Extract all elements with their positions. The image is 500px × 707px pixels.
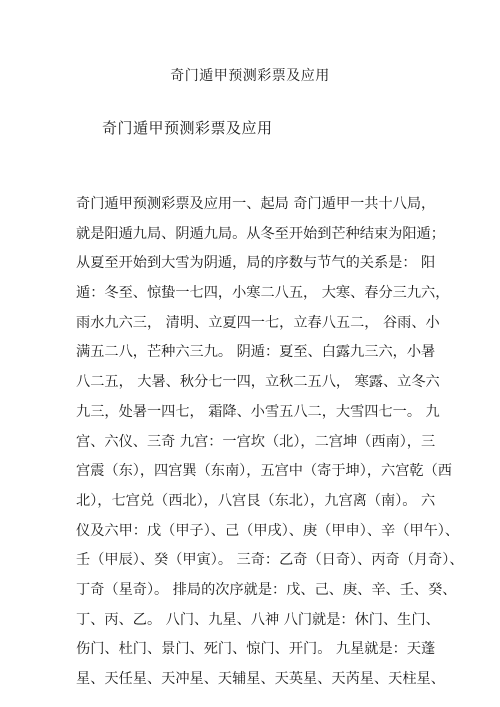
document-title: 奇门遁甲预测彩票及应用 [170, 68, 330, 84]
section-title: 奇门遁甲预测彩票及应用 [102, 119, 273, 137]
body-line: 仪及六甲：戊（甲子）、己（甲戌）、庚（甲申）、辛（甲午）、 [76, 522, 460, 539]
body-line: 星、天任星、天冲星、天辅星、天英星、天芮星、天柱星、 [76, 671, 445, 687]
body-line: 伤门、杜门、景门、死门、惊门、开门。 九星就是：天蓬 [76, 641, 436, 658]
body-line: 九三，处暑一四七， 霜降、小雪五八二，大雪四七一。 九 [76, 403, 440, 420]
body-line: 八二五， 大暑、秋分七一四，立秋二五八， 寒露、立冬六 [76, 374, 440, 391]
body-line: 宫、六仪、三奇 九宫：一宫坎（北），二宫坤（西南），三 [76, 433, 436, 450]
body-line: 从夏至开始到大雪为阴遁，局的序数与节气的关系是： 阳 [76, 255, 436, 272]
body-line: 宫震（东），四宫巽（东南），五宫中（寄于坤），六宫乾（西 [76, 463, 452, 480]
body-line: 满五二八，芒种六三九。 阴遁：夏至、白露九三六，小暑 [76, 344, 436, 361]
body-line: 丁奇（星奇）。 排局的次序就是：戊、己、庚、辛、壬、癸、 [76, 581, 457, 598]
body-line: 壬（甲辰）、癸（甲寅）。 三奇：乙奇（日奇）、丙奇（月奇）、 [76, 552, 464, 569]
body-line: 奇门遁甲预测彩票及应用一、起局 奇门遁甲一共十八局， [76, 196, 436, 212]
body-line: 就是阳遁九局、阴遁九局。从冬至开始到芒种结束为阳遁； [76, 225, 445, 242]
body-line: 遁：冬至、惊蛰一七四，小寒二八五， 大寒、春分三九六， [76, 285, 450, 302]
body-paragraph [76, 190, 464, 695]
body-line: 丁、丙、乙。 八门、九星、八神 八门就是：休门、生门、 [76, 611, 440, 628]
body-line: 雨水九六三， 清明、立夏四一七，立春八五二， 谷雨、小 [76, 314, 440, 331]
body-line: 北），七宫兑（西北），八宫艮（东北），九宫离（南）。 六 [76, 492, 436, 509]
